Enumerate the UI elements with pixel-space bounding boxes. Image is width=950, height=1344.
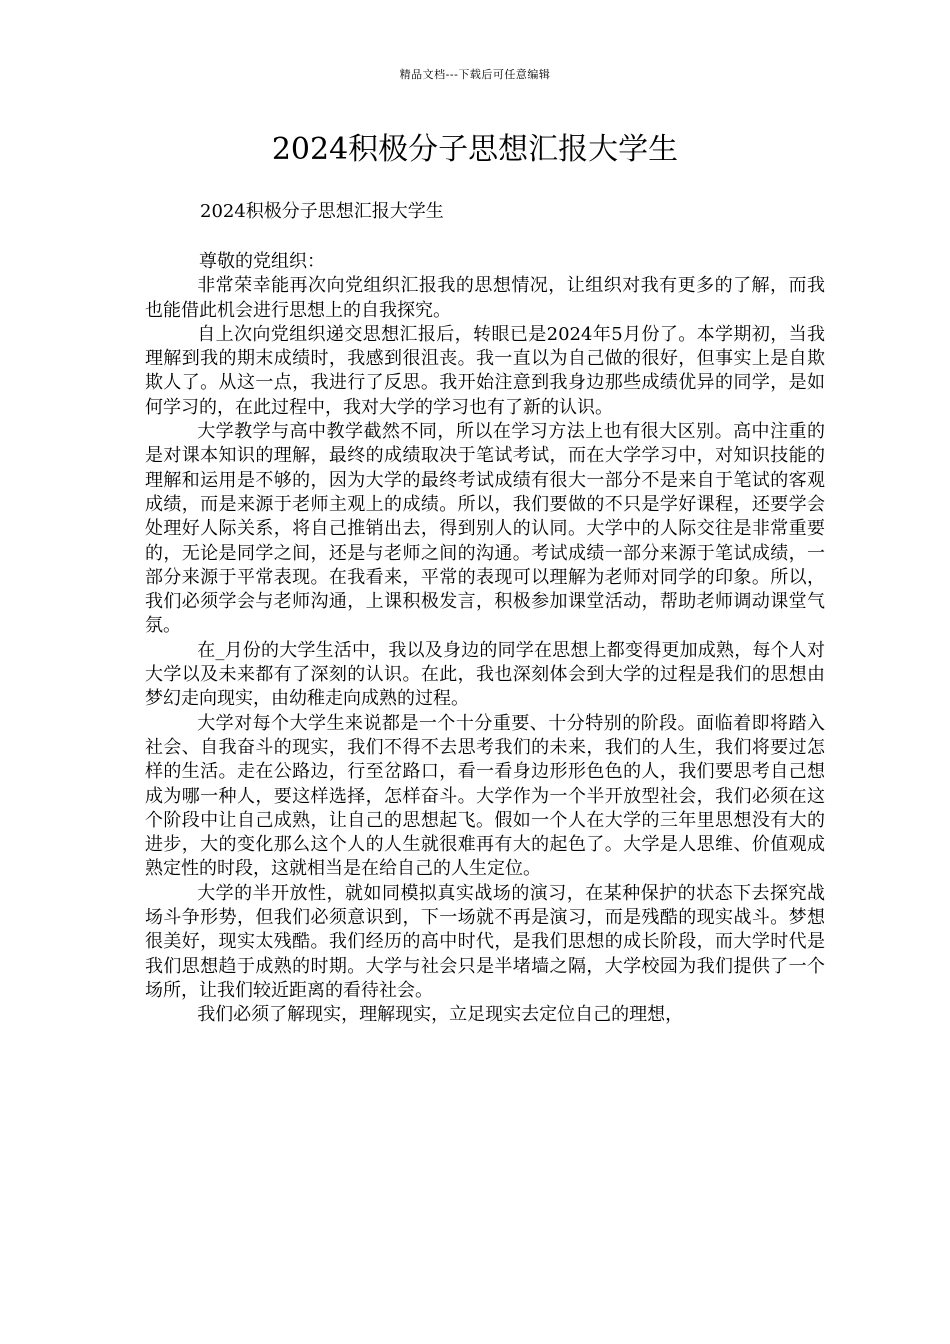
paragraph-4: 在_月份的大学生活中，我以及身边的同学在思想上都变得更加成熟，每个人对大学以及未来都有了深刻的认识。在此，我也深刻体会到大学的过程是我们的思想由梦幻走向现实，由幼稚走向成熟的过程。	[145, 639, 825, 710]
paragraph-5: 大学对每个大学生来说都是一个十分重要、十分特别的阶段。面临着即将踏入社会、自我奋斗的现实，我们不得不去思考我们的未来，我们的人生，我们将要过怎样的生活。走在公路边，行至岔路口，看一看身边形形色色的人，我们要思考自己想成为哪一种人，要这样选择，怎样奋斗。大学作为一个半开放型社会，我们必须在这个阶段中让自己成熟，让自己的思想起飞。假如一个人在大学的三年里思想没有大的进步，大的变化那么这个人的人生就很难再有大的起色了。大学是人思维、价值观成熟定性的时段，这就相当是在给自己的人生定位。	[145, 712, 825, 880]
paragraph-7: 我们必须了解现实，理解现实，立足现实去定位自己的理想，	[197, 1004, 684, 1026]
page-header-note: 精品文档---下载后可任意编辑	[399, 68, 551, 81]
document-title: 2024积极分子思想汇报大学生	[271, 132, 679, 167]
document-body	[145, 250, 825, 1028]
document-subtitle: 2024积极分子思想汇报大学生	[200, 201, 444, 222]
paragraph-6: 大学的半开放性，就如同模拟真实战场的演习，在某种保护的状态下去探究战场斗争形势，但我们必须意识到，下一场就不再是演习，而是残酷的现实战斗。梦想很美好，现实太残酷。我们经历的高中时代，是我们思想的成长阶段，而大学时代是我们思想趋于成熟的时期。大学与社会只是半堵墙之隔，大学校园为我们提供了一个场所，让我们较近距离的看待社会。	[145, 882, 825, 1001]
paragraph-3: 大学教学与高中教学截然不同，所以在学习方法上也有很大区别。高中注重的是对课本知识的理解，最终的成绩取决于笔试考试，而在大学学习中，对知识技能的理解和运用是不够的，因为大学的最终考试成绩有很大一部分不是来自于笔试的客观成绩，而是来源于老师主观上的成绩。所以，我们要做的不只是学好课程，还要学会处理好人际关系，将自己推销出去，得到别人的认同。大学中的人际交往是非常重要的，无论是同学之间，还是与老师之间的沟通。考试成绩一部分来源于笔试成绩，一部分来源于平常表现。在我看来，平常的表现可以理解为老师对同学的印象。所以，我们必须学会与老师沟通，上课积极发言，积极参加课堂活动，帮助老师调动课堂气氛。	[145, 421, 825, 637]
paragraph-2: 自上次向党组织递交思想汇报后，转眼已是2024年5月份了。本学期初，当我理解到我的期末成绩时，我感到很沮丧。我一直以为自己做的很好，但事实上是自欺欺人了。从这一点，我进行了反思。我开始注意到我身边那些成绩优异的同学，是如何学习的，在此过程中，我对大学的学习也有了新的认识。	[145, 323, 825, 418]
salutation: 尊敬的党组织：	[199, 251, 325, 272]
paragraph-1: 非常荣幸能再次向党组织汇报我的思想情况，让组织对我有更多的了解，而我也能借此机会进行思想上的自我探究。	[145, 275, 825, 321]
